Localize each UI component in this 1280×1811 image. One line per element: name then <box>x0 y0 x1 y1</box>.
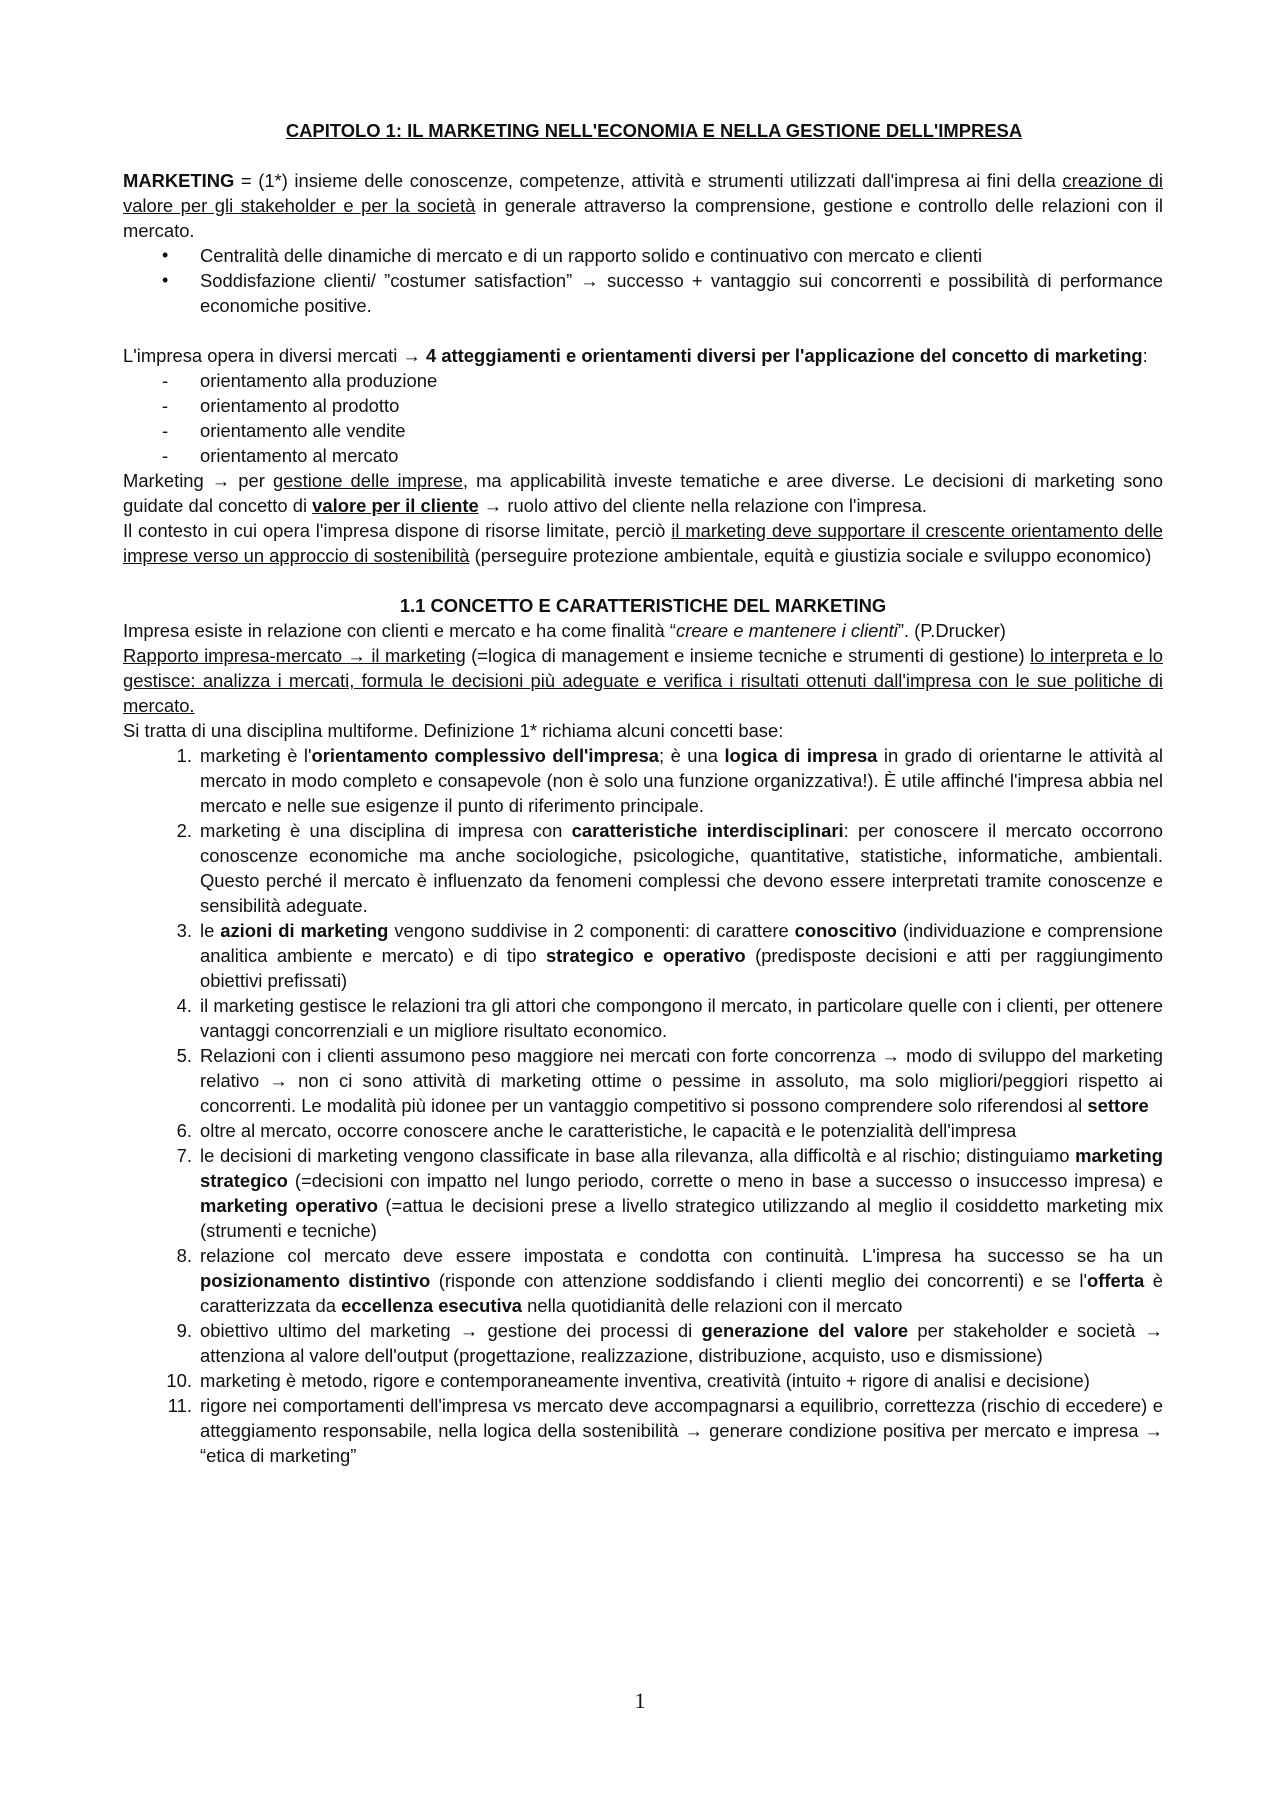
sustainability-paragraph: Il contesto in cui opera l'impresa dispone di risorse limitate, perciò il marketing deve supportare il crescente orientamento delle imprese verso un approccio di sostenibilità (perseguire protezione ambientale, equità e giustizia sociale e sviluppo economico) <box>123 520 1164 566</box>
relationship-paragraph: Rapporto impresa-mercato → il marketing (=logica di management e insieme tecniche e strumenti di gestione) lo interpreta e lo gestisce: analizza i mercati, formula le decisioni più adeguate e verifica i risultati ottenuti dall'impresa con le sue politiche di mercato. <box>123 645 1163 716</box>
list-item: 3. le azioni di marketing vengono suddivise in 2 componenti: di carattere conoscitivo (individuazione e comprensione analitica ambiente e mercato) e di tipo strategico e operativo (predisposte decisioni e atti per raggiungimento obiettivi prefissati) <box>176 920 1163 991</box>
page-number: 1 <box>634 1688 646 1713</box>
list-item: - orientamento alla produzione <box>200 368 1163 393</box>
drucker-paragraph: Impresa esiste in relazione con clienti e mercato e ha come finalità “creare e mantenere i clienti”. (P.Drucker) <box>123 620 1006 641</box>
list-item: 2. marketing è una disciplina di impresa con caratteristiche interdisciplinari: per conoscere il mercato occorrono conoscenze economiche ma anche sociologiche, psicologiche, quantitative, statistiche, informatiche, ambientali. Questo perché il mercato è influenzato da fenomeni complessi che devono essere interpretati tramite conoscenze e sensibilità adeguate. <box>176 820 1163 916</box>
chapter-title: CAPITOLO 1: IL MARKETING NELL'ECONOMIA E NELLA GESTIONE DELL'IMPRESA <box>285 120 1023 141</box>
list-item: 7. le decisioni di marketing vengono classificate in base alla rilevanza, alla difficoltà e al rischio; distinguiamo marketing strategico (=decisioni con impatto nel lungo periodo, corrette o meno in base a successo o insuccesso impresa) e marketing operativo (=attua le decisioni prese a livello strategico utilizzando al meglio il cosiddetto marketing mix (strumenti e tecniche) <box>176 1145 1164 1241</box>
document-page <box>123 118 1163 1468</box>
orientations-list <box>123 368 1163 468</box>
list-item: 4. il marketing gestisce le relazioni tra gli attori che compongono il mercato, in particolare quelle con i clienti, per ottenere vantaggi concorrenziali e un migliore risultato economico. <box>176 995 1163 1041</box>
list-item: 5. Relazioni con i clienti assumono peso maggiore nei mercati con forte concorrenza → modo di sviluppo del marketing relativo → non ci sono attività di marketing ottime o pessime in assoluto, ma solo migliori/peggiori rispetto ai concorrenti. Le modalità più idonee per un vantaggio competitivo si possono comprendere solo riferendosi al settore <box>176 1045 1163 1116</box>
orientations-intro: L'impresa opera in diversi mercati → 4 atteggiamenti e orientamenti diversi per l'applicazione del concetto di marketing: <box>123 345 1148 366</box>
list-item: - orientamento al prodotto <box>200 393 1163 418</box>
list-item: 10. marketing è metodo, rigore e contemporaneamente inventiva, creatività (intuito + rigore di analisi e decisione) <box>166 1370 1090 1391</box>
list-item: 6. oltre al mercato, occorre conoscere anche le caratteristiche, le capacità e le potenzialità dell'impresa <box>176 1120 1017 1141</box>
marketing-definition: MARKETING = (1*) insieme delle conoscenze, competenze, attività e strumenti utilizzati dall'impresa ai fini della creazione di valore per gli stakeholder e per la società in generale attraverso la comprensione, gestione e controllo delle relazioni con il mercato. <box>123 170 1163 241</box>
list-item: • Centralità delle dinamiche di mercato e di un rapporto solido e continuativo con mercato e clienti <box>200 243 1163 268</box>
list-item: • Soddisfazione clienti/ ”costumer satisfaction” → successo + vantaggio sui concorrenti e possibilità di performance economiche positive. <box>200 268 1163 318</box>
list-item: 8. relazione col mercato deve essere impostata e condotta con continuità. L'impresa ha successo se ha un posizionamento distintivo (risponde con attenzione soddisfando i clienti meglio dei concorrenti) e se l'offerta è caratterizzata da eccellenza esecutiva nella quotidianità delle relazioni con il mercato <box>176 1245 1163 1316</box>
list-item: 11. rigore nei comportamenti dell'impresa vs mercato deve accompagnarsi a equilibrio, correttezza (rischio di eccedere) e atteggiamento responsabile, nella logica della sostenibilità → generare condizione positiva per mercato e impresa → “etica di marketing” <box>167 1395 1163 1466</box>
customer-value-paragraph: Marketing → per gestione delle imprese, ma applicabilità investe tematiche e aree diverse. Le decisioni di marketing sono guidate dal concetto di valore per il cliente → ruolo attivo del cliente nella relazione con l'impresa. <box>123 470 1163 516</box>
list-item: 9. obiettivo ultimo del marketing → gestione dei processi di generazione del valore per stakeholder e società → attenziona al valore dell'output (progettazione, realizzazione, distribuzione, acquisto, uso e dismissione) <box>176 1320 1163 1366</box>
list-item: 1. marketing è l'orientamento complessivo dell'impresa; è una logica di impresa in grado di orientarne le attività al mercato in modo completo e consapevole (non è solo una funzione organizzativa!). È utile affinché l'impresa abbia nel mercato e nelle sue esigenze il punto di riferimento principale. <box>176 745 1163 816</box>
definition-bullets <box>123 243 1163 318</box>
section-heading: 1.1 CONCETTO E CARATTERISTICHE DEL MARKETING <box>399 595 887 616</box>
list-item: - orientamento alle vendite <box>200 418 1163 443</box>
concepts-list <box>123 743 1163 1468</box>
list-item: - orientamento al mercato <box>200 443 1163 468</box>
concepts-intro: Si tratta di una disciplina multiforme. Definizione 1* richiama alcuni concetti base: <box>123 720 784 741</box>
